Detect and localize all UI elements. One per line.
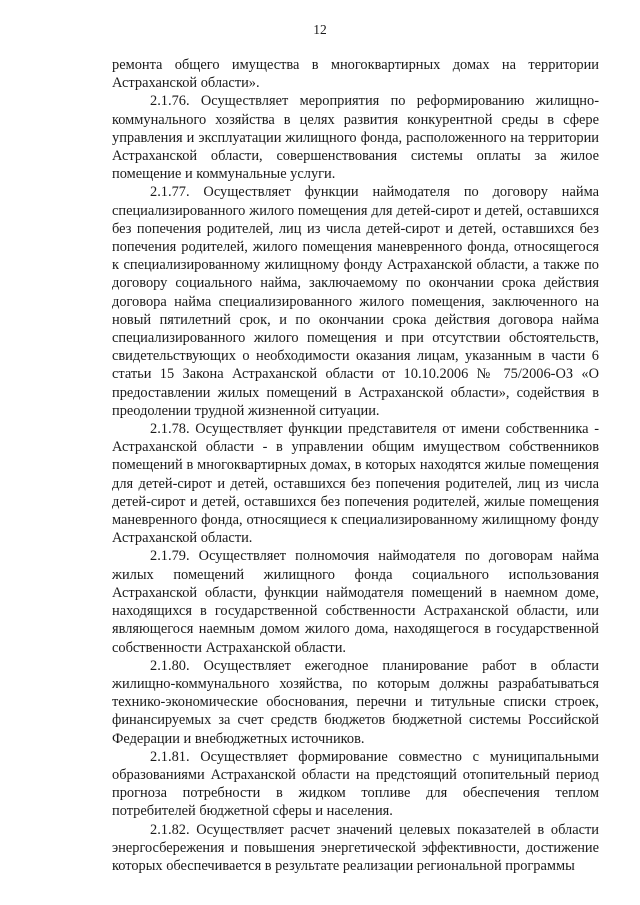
paragraph-2-1-81: 2.1.81. Осуществляет формирование совместно с муниципальными образованиями Астраханской области на предстоящий отопительный период прогноза потребности в жидком топливе для обеспечения теплом потребителей бюджетной сферы и населения.	[112, 748, 599, 820]
paragraph-2-1-76: 2.1.76. Осуществляет мероприятия по реформированию жилищно-коммунального хозяйства в целях развития конкурентной среды в сфере управления и эксплуатации жилищного фонда, расположенного на территории Астраханской области, совершенствования системы оплаты за жилое помещение и коммунальные услуги.	[112, 93, 599, 183]
paragraph-2-1-80: 2.1.80. Осуществляет ежегодное планирование работ в области жилищно-коммунального хозяйства, по которым должны разрабатываться технико-экономические обоснования, перечни и титульные списки строек, финансируемых за счет средств бюджетов бюджетной системы Российской Федерации и внебюджетных источников.	[112, 657, 599, 747]
page-number: 12	[313, 22, 327, 37]
paragraph-continuation: ремонта общего имущества в многоквартирных домах на территории Астраханской области».	[112, 57, 599, 92]
paragraph-2-1-82: 2.1.82. Осуществляет расчет значений целевых показателей в области энергосбережения и повышения энергетической эффективности, достижение которых обеспечивается в результате реализации региональной программы	[112, 821, 599, 874]
paragraph-2-1-77: 2.1.77. Осуществляет функции наймодателя по договору найма специализированного жилого помещения для детей-сирот и детей, оставшихся без попечения родителей, лиц из числа детей-сирот и детей, оставшихся без попечения родителей, жилого помещения маневренного фонда, относящегося к специализированному жилищному фонду Астраханской области, а также по договору социального найма, заключаемому по окончании срока действия договора найма специализированного жилого помещения, заключенного на новый пятилетний срок, и по окончании срока действия договора найма специализированного жилого помещения и при отсутствии обстоятельств, свидетельствующих о необходимости оказания лицам, указанным в части 6 статьи 15 Закона Астраханской области от 10.10.2006 № 75/2006-ОЗ «О предоставлении жилых помещений в Астраханской области», содействия в преодолении трудной жизненной ситуации.	[112, 184, 599, 419]
paragraph-2-1-78: 2.1.78. Осуществляет функции представителя от имени собственника - Астраханской области - в управлении общим имуществом собственников помещений в многоквартирных домах, в которых находятся жилые помещения для детей-сирот и детей, оставшихся без попечения родителей, лиц из числа детей-сирот и детей, оставшихся без попечения родителей, жилые помещения маневренного фонда, относящиеся к специализированному жилищному фонду Астраханской области.	[112, 421, 599, 547]
paragraph-2-1-79: 2.1.79. Осуществляет полномочия наймодателя по договорам найма жилых помещений жилищного фонда социального использования Астраханской области, функции наймодателя помещений в наемном доме, находящихся в государственной собственности Астраханской области, или являющегося наемным домом жилого дома, находящегося в государственной собственности Астраханской области.	[112, 548, 599, 656]
document-body	[112, 56, 599, 875]
